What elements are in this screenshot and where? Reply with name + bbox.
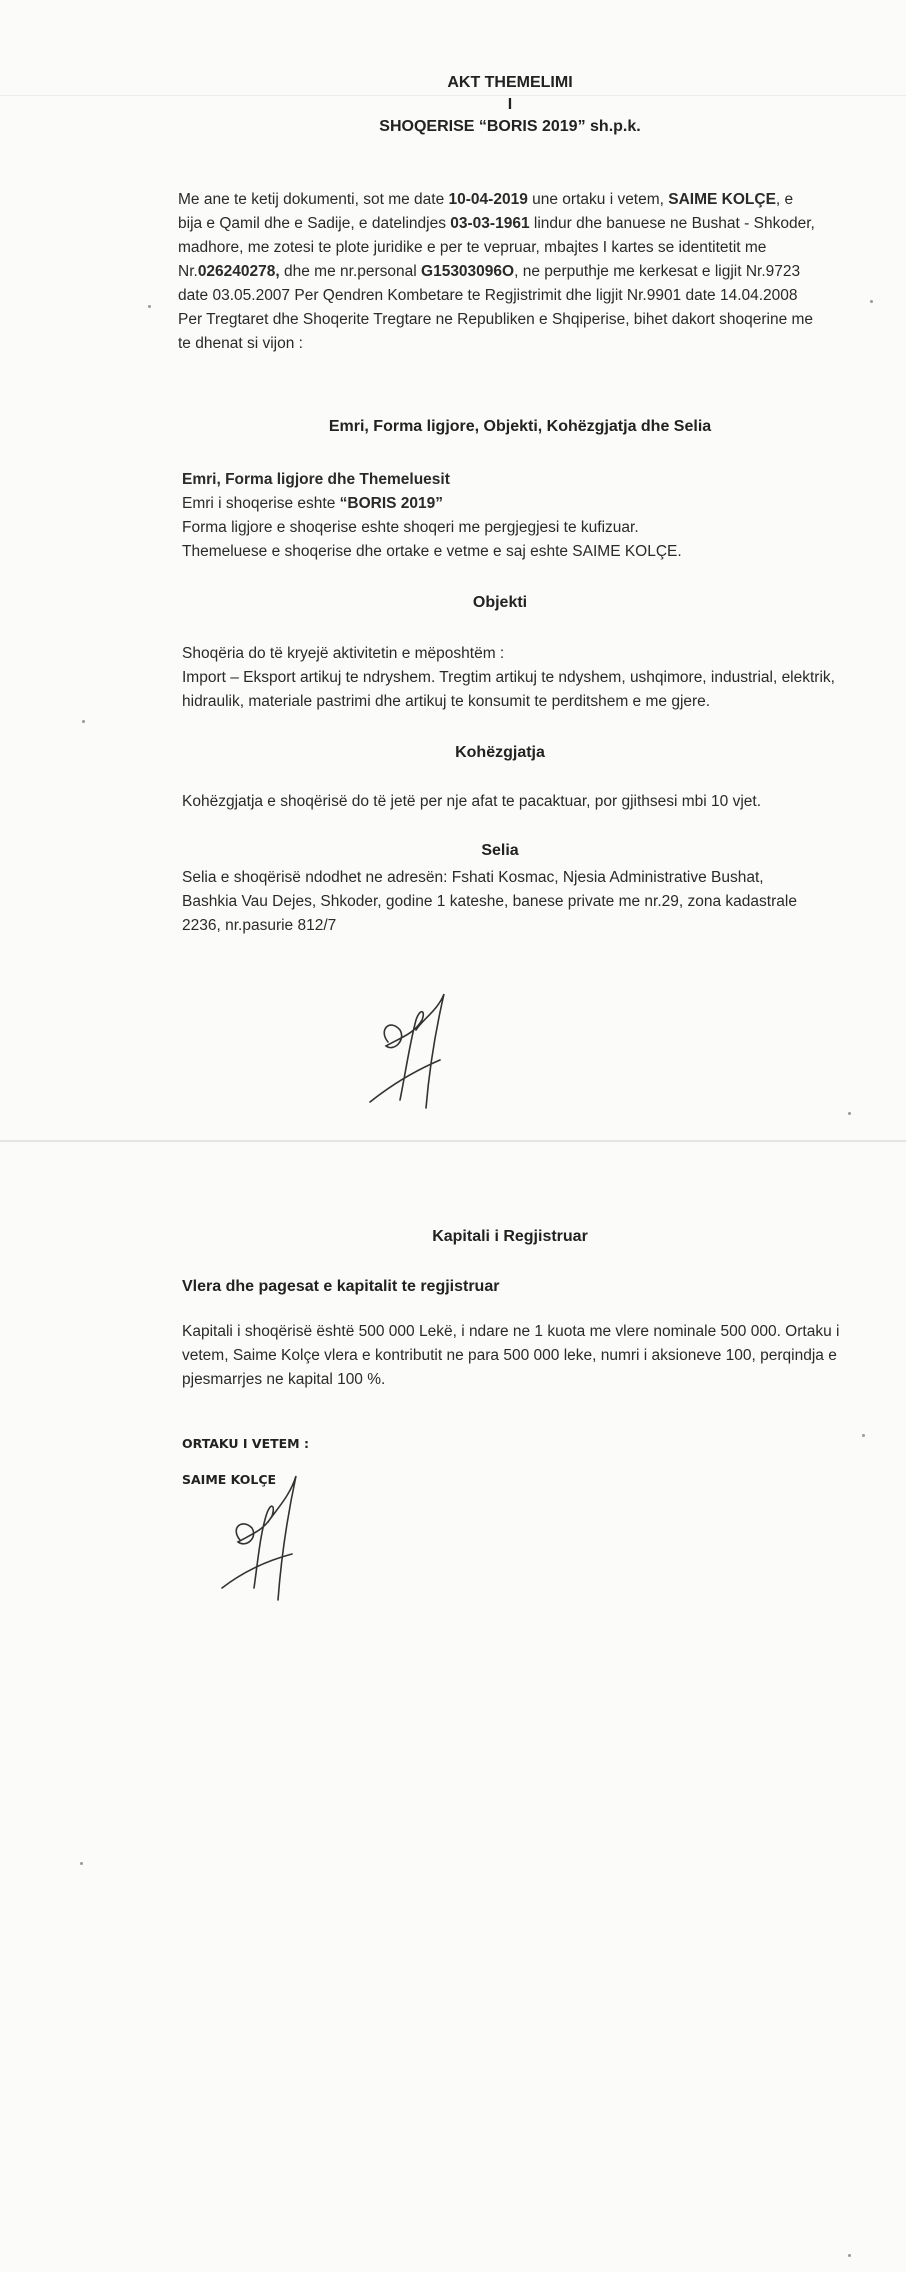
intro-text-3: , e bija e Qamil dhe e Sadije, e datelindjes bbox=[178, 191, 794, 232]
page-separator bbox=[0, 1140, 906, 1142]
id-card-number: 026240278, bbox=[197, 263, 280, 280]
handwritten-signature bbox=[360, 990, 470, 1130]
legal-form-line: Forma ligjore e shoqerise eshte shoqeri me pergjegjesi te kufizuar. bbox=[182, 519, 639, 536]
birth-date: 03-03-1961 bbox=[450, 215, 530, 232]
title-line-3: SHOQERISE “BORIS 2019” sh.p.k. bbox=[379, 118, 641, 135]
kapitali-subheading: Vlera dhe pagesat e kapitalit te regjistruar bbox=[182, 1278, 500, 1295]
objekti-heading: Objekti bbox=[472, 594, 528, 611]
handwritten-signature-2 bbox=[210, 1470, 320, 1610]
scan-speck bbox=[148, 305, 151, 308]
scan-speck bbox=[80, 1862, 83, 1865]
founding-date: 10-04-2019 bbox=[448, 191, 528, 208]
company-name: “BORIS 2019” bbox=[339, 495, 444, 512]
objekti-activities: Import – Eksport artikuj te ndryshem. Tregtim artikuj te ndyshem, ushqimore, industrial, elektrik, hidraulik, materiale pastrimi dhe artikuj te konsumit te perditshem e me gjere. bbox=[182, 669, 835, 710]
name-form-founders-block bbox=[182, 468, 802, 564]
scan-speck bbox=[848, 2254, 851, 2257]
scan-speck bbox=[862, 1434, 865, 1437]
section-heading-main: Emri, Forma ligjore, Objekti, Kohëzgjatja dhe Selia bbox=[328, 418, 712, 435]
subheading-name-form: Emri, Forma ligjore dhe Themeluesit bbox=[182, 471, 450, 488]
intro-text-1: Me ane te ketij dokumenti, sot me date bbox=[178, 191, 449, 208]
selia-text: Selia e shoqërisë ndodhet ne adresën: Fshati Kosmac, Njesia Administrative Bushat, Bashkia Vau Dejes, Shkoder, godine 1 kateshe, banese private me nr.29, zona kadastrale 2236, nr.pasurie 812/7 bbox=[182, 869, 797, 934]
scan-speck bbox=[82, 720, 85, 723]
title-line-1: AKT THEMELIMI bbox=[447, 74, 573, 91]
signatory-label: ORTAKU I VETEM : bbox=[182, 1436, 309, 1451]
document-title bbox=[300, 72, 720, 138]
intro-text-2: une ortaku i vetem, bbox=[527, 191, 669, 208]
intro-text-5: dhe me nr.personal bbox=[279, 263, 422, 280]
scan-speck bbox=[848, 1112, 851, 1115]
founder-line: Themeluese e shoqerise dhe ortake e vetme e saj eshte SAIME KOLÇE. bbox=[182, 543, 682, 560]
signatory-name: SAIME KOLÇE bbox=[182, 1472, 277, 1487]
objekti-intro: Shoqëria do të kryejë aktivitetin e mëposhtëm : bbox=[182, 645, 505, 662]
company-name-line bbox=[182, 492, 802, 516]
founder-name: SAIME KOLÇE bbox=[668, 191, 776, 208]
selia-heading: Selia bbox=[481, 842, 519, 859]
objekti-block bbox=[182, 642, 846, 714]
company-name-label: Emri i shoqerise eshte bbox=[182, 495, 340, 512]
kapitali-heading: Kapitali i Regjistruar bbox=[432, 1228, 588, 1245]
personal-number: G15303096O bbox=[421, 263, 515, 280]
intro-paragraph bbox=[178, 188, 818, 356]
intro-text-6: , ne perputhje me kerkesat e ligjit Nr.9723 date 03.05.2007 Per Qendren Kombetare te Regjistrimit dhe ligjit Nr.9901 date 14.04.2008 Per Tregtaret dhe Shoqerite Tregtare ne Republiken e Shqiperise, bihet dakort shoqerine me te dhenat si vijon : bbox=[178, 263, 814, 352]
kohezgjatja-heading: Kohëzgjatja bbox=[455, 744, 545, 761]
title-line-2: I bbox=[507, 96, 513, 113]
kohezgjatja-text: Kohëzgjatja e shoqërisë do të jetë per nje afat te pacaktuar, por gjithsesi mbi 10 vjet. bbox=[182, 793, 762, 810]
intro-text-4: lindur dhe banuese ne Bushat - Shkoder, madhore, me zotesi te plote juridike e per te vepruar, mbajtes I kartes se identitetit me Nr. bbox=[178, 215, 815, 280]
scan-speck bbox=[870, 300, 873, 303]
kapitali-text: Kapitali i shoqërisë është 500 000 Lekë, i ndare ne 1 kuota me vlere nominale 500 000. Ortaku i vetem, Saime Kolçe vlera e kontributit ne para 500 000 leke, numri i aksioneve 100, perqindja e pjesmarrjes ne kapital 100 %. bbox=[182, 1323, 840, 1388]
